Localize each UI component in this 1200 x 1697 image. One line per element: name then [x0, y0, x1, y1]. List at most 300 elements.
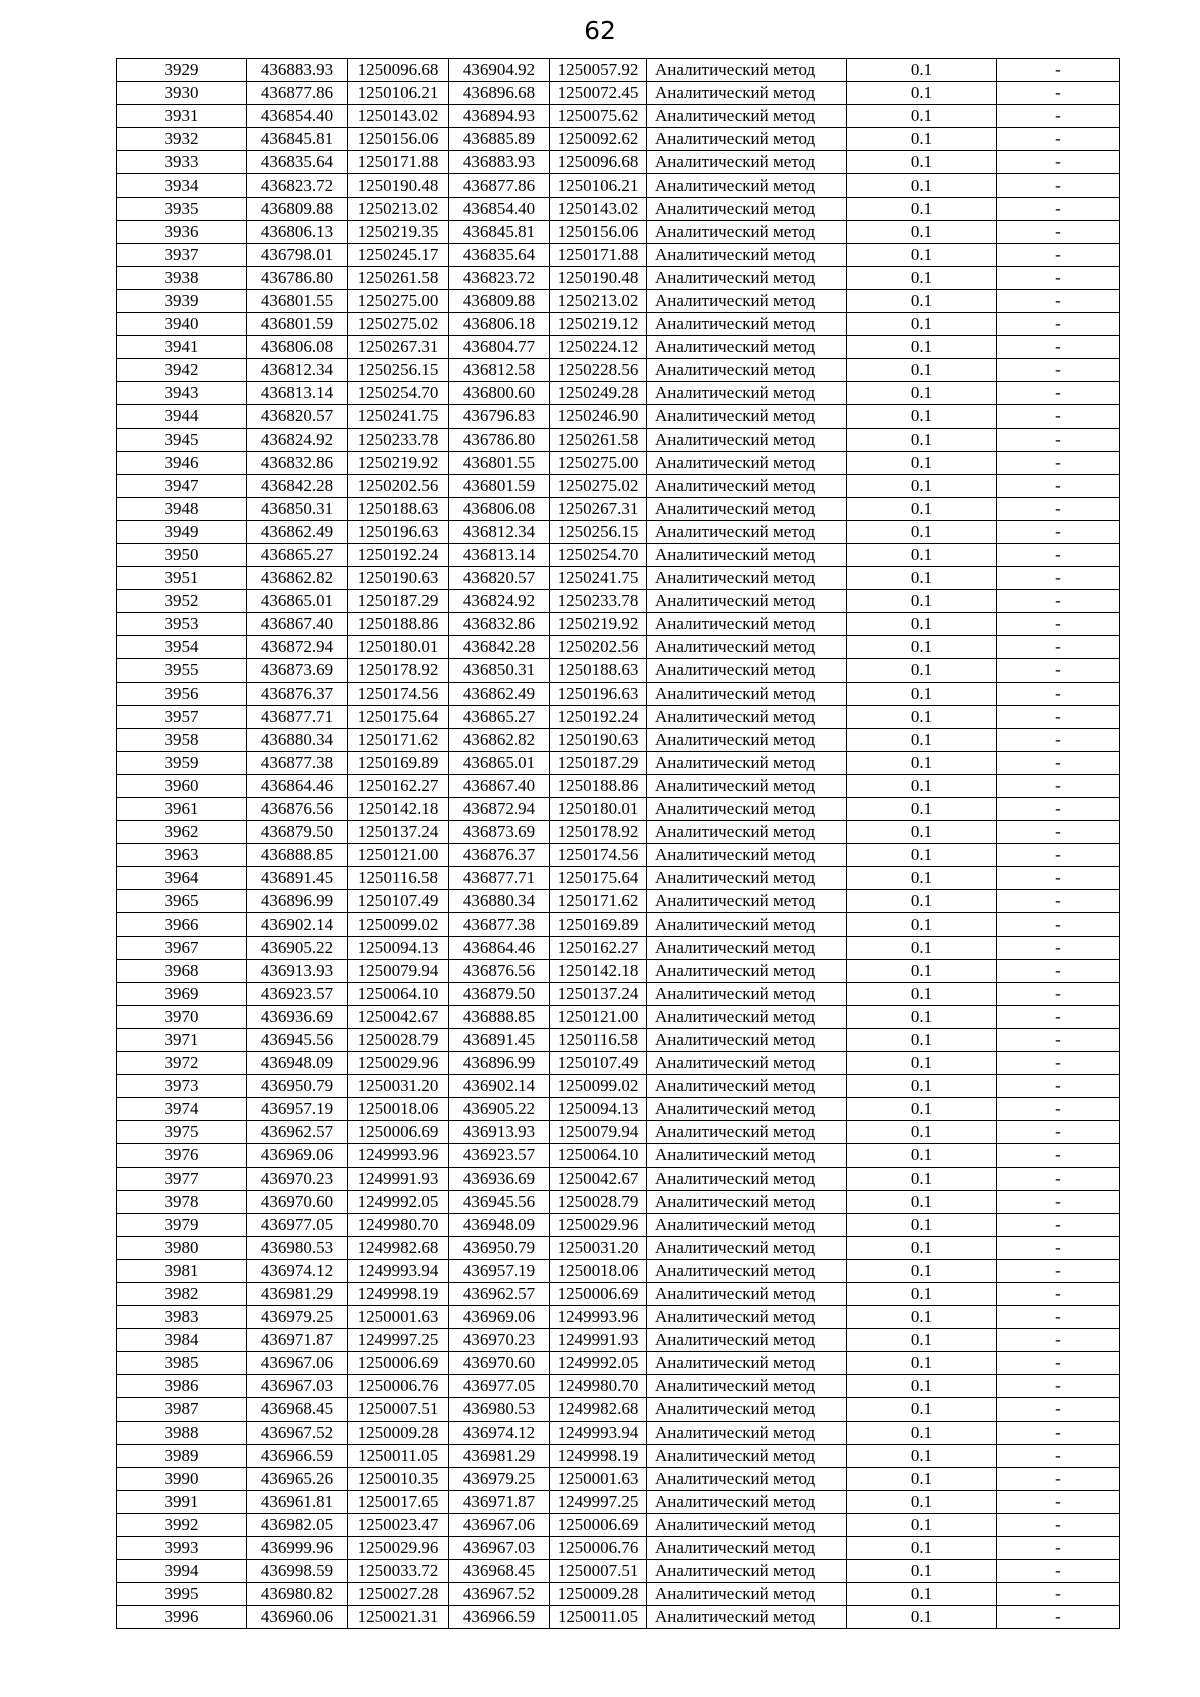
method-cell: Аналитический метод	[647, 289, 847, 312]
accuracy-cell: 0.1	[847, 105, 997, 128]
x-reference-cell: 436877.71	[449, 867, 550, 890]
point-number-cell: 3931	[117, 105, 247, 128]
point-number-cell: 3985	[117, 1352, 247, 1375]
y-coordinate-cell: 1250219.92	[348, 451, 449, 474]
y-coordinate-cell: 1250178.92	[348, 659, 449, 682]
point-number-cell: 3959	[117, 751, 247, 774]
table-row	[117, 1583, 1120, 1606]
x-coordinate-cell: 436967.52	[247, 1421, 348, 1444]
x-coordinate-cell: 436809.88	[247, 197, 348, 220]
note-cell: -	[997, 1606, 1120, 1629]
note-cell: -	[997, 1398, 1120, 1421]
accuracy-cell: 0.1	[847, 890, 997, 913]
method-cell: Аналитический метод	[647, 1167, 847, 1190]
method-cell: Аналитический метод	[647, 844, 847, 867]
accuracy-cell: 0.1	[847, 1513, 997, 1536]
y-reference-cell: 1250143.02	[550, 197, 647, 220]
note-cell: -	[997, 128, 1120, 151]
method-cell: Аналитический метод	[647, 959, 847, 982]
point-number-cell: 3975	[117, 1121, 247, 1144]
y-coordinate-cell: 1250011.05	[348, 1444, 449, 1467]
note-cell: -	[997, 936, 1120, 959]
accuracy-cell: 0.1	[847, 1329, 997, 1352]
table-row	[117, 1444, 1120, 1467]
accuracy-cell: 0.1	[847, 220, 997, 243]
note-cell: -	[997, 82, 1120, 105]
note-cell: -	[997, 890, 1120, 913]
point-number-cell: 3989	[117, 1444, 247, 1467]
note-cell: -	[997, 451, 1120, 474]
x-reference-cell: 436877.38	[449, 913, 550, 936]
x-reference-cell: 436832.86	[449, 613, 550, 636]
point-number-cell: 3990	[117, 1467, 247, 1490]
y-coordinate-cell: 1250261.58	[348, 266, 449, 289]
method-cell: Аналитический метод	[647, 382, 847, 405]
x-coordinate-cell: 436880.34	[247, 728, 348, 751]
y-coordinate-cell: 1250213.02	[348, 197, 449, 220]
note-cell: -	[997, 1005, 1120, 1028]
x-coordinate-cell: 436980.82	[247, 1583, 348, 1606]
table-row	[117, 405, 1120, 428]
x-coordinate-cell: 436867.40	[247, 613, 348, 636]
x-reference-cell: 436842.28	[449, 636, 550, 659]
table-row	[117, 728, 1120, 751]
method-cell: Аналитический метод	[647, 636, 847, 659]
point-number-cell: 3950	[117, 543, 247, 566]
method-cell: Аналитический метод	[647, 890, 847, 913]
method-cell: Аналитический метод	[647, 751, 847, 774]
accuracy-cell: 0.1	[847, 151, 997, 174]
y-reference-cell: 1249991.93	[550, 1329, 647, 1352]
x-coordinate-cell: 436902.14	[247, 913, 348, 936]
note-cell: -	[997, 982, 1120, 1005]
x-coordinate-cell: 436970.60	[247, 1190, 348, 1213]
accuracy-cell: 0.1	[847, 1213, 997, 1236]
table-row	[117, 867, 1120, 890]
y-coordinate-cell: 1249993.96	[348, 1144, 449, 1167]
x-coordinate-cell: 436877.38	[247, 751, 348, 774]
y-reference-cell: 1249982.68	[550, 1398, 647, 1421]
x-coordinate-cell: 436842.28	[247, 474, 348, 497]
y-reference-cell: 1250171.62	[550, 890, 647, 913]
x-coordinate-cell: 436962.57	[247, 1121, 348, 1144]
table-row	[117, 982, 1120, 1005]
note-cell: -	[997, 1075, 1120, 1098]
x-reference-cell: 436883.93	[449, 151, 550, 174]
table-row	[117, 1236, 1120, 1259]
x-coordinate-cell: 436865.27	[247, 543, 348, 566]
point-number-cell: 3947	[117, 474, 247, 497]
point-number-cell: 3969	[117, 982, 247, 1005]
method-cell: Аналитический метод	[647, 543, 847, 566]
note-cell: -	[997, 659, 1120, 682]
point-number-cell: 3956	[117, 682, 247, 705]
accuracy-cell: 0.1	[847, 636, 997, 659]
x-reference-cell: 436809.88	[449, 289, 550, 312]
x-reference-cell: 436894.93	[449, 105, 550, 128]
x-reference-cell: 436801.59	[449, 474, 550, 497]
x-coordinate-cell: 436891.45	[247, 867, 348, 890]
y-reference-cell: 1250137.24	[550, 982, 647, 1005]
x-reference-cell: 436957.19	[449, 1259, 550, 1282]
y-reference-cell: 1250169.89	[550, 913, 647, 936]
x-reference-cell: 436867.40	[449, 774, 550, 797]
table-row	[117, 59, 1120, 82]
y-reference-cell: 1250107.49	[550, 1052, 647, 1075]
y-coordinate-cell: 1250143.02	[348, 105, 449, 128]
x-coordinate-cell: 436974.12	[247, 1259, 348, 1282]
y-coordinate-cell: 1250156.06	[348, 128, 449, 151]
table-row	[117, 913, 1120, 936]
table-row	[117, 844, 1120, 867]
point-number-cell: 3930	[117, 82, 247, 105]
table-row	[117, 821, 1120, 844]
point-number-cell: 3987	[117, 1398, 247, 1421]
y-reference-cell: 1250162.27	[550, 936, 647, 959]
method-cell: Аналитический метод	[647, 405, 847, 428]
point-number-cell: 3958	[117, 728, 247, 751]
note-cell: -	[997, 1467, 1120, 1490]
y-coordinate-cell: 1250023.47	[348, 1513, 449, 1536]
y-reference-cell: 1250213.02	[550, 289, 647, 312]
y-reference-cell: 1250009.28	[550, 1583, 647, 1606]
x-reference-cell: 436862.49	[449, 682, 550, 705]
accuracy-cell: 0.1	[847, 1606, 997, 1629]
point-number-cell: 3977	[117, 1167, 247, 1190]
x-reference-cell: 436806.08	[449, 497, 550, 520]
accuracy-cell: 0.1	[847, 451, 997, 474]
y-coordinate-cell: 1250187.29	[348, 590, 449, 613]
x-coordinate-cell: 436862.82	[247, 567, 348, 590]
table-row	[117, 474, 1120, 497]
accuracy-cell: 0.1	[847, 197, 997, 220]
method-cell: Аналитический метод	[647, 1005, 847, 1028]
y-reference-cell: 1250106.21	[550, 174, 647, 197]
x-coordinate-cell: 436967.06	[247, 1352, 348, 1375]
accuracy-cell: 0.1	[847, 1098, 997, 1121]
accuracy-cell: 0.1	[847, 936, 997, 959]
note-cell: -	[997, 151, 1120, 174]
note-cell: -	[997, 636, 1120, 659]
note-cell: -	[997, 382, 1120, 405]
y-coordinate-cell: 1250196.63	[348, 520, 449, 543]
x-reference-cell: 436835.64	[449, 243, 550, 266]
x-reference-cell: 436904.92	[449, 59, 550, 82]
y-reference-cell: 1250180.01	[550, 798, 647, 821]
y-coordinate-cell: 1250033.72	[348, 1560, 449, 1583]
method-cell: Аналитический метод	[647, 197, 847, 220]
method-cell: Аналитический метод	[647, 313, 847, 336]
note-cell: -	[997, 1421, 1120, 1444]
x-coordinate-cell: 436957.19	[247, 1098, 348, 1121]
y-reference-cell: 1250011.05	[550, 1606, 647, 1629]
table-row	[117, 1098, 1120, 1121]
method-cell: Аналитический метод	[647, 590, 847, 613]
method-cell: Аналитический метод	[647, 1444, 847, 1467]
y-reference-cell: 1249992.05	[550, 1352, 647, 1375]
note-cell: -	[997, 590, 1120, 613]
y-coordinate-cell: 1250245.17	[348, 243, 449, 266]
y-reference-cell: 1250075.62	[550, 105, 647, 128]
method-cell: Аналитический метод	[647, 1213, 847, 1236]
y-coordinate-cell: 1250010.35	[348, 1467, 449, 1490]
x-reference-cell: 436824.92	[449, 590, 550, 613]
x-reference-cell: 436865.01	[449, 751, 550, 774]
accuracy-cell: 0.1	[847, 613, 997, 636]
y-coordinate-cell: 1250162.27	[348, 774, 449, 797]
x-reference-cell: 436945.56	[449, 1190, 550, 1213]
y-coordinate-cell: 1250137.24	[348, 821, 449, 844]
x-coordinate-cell: 436845.81	[247, 128, 348, 151]
y-reference-cell: 1250018.06	[550, 1259, 647, 1282]
table-row	[117, 243, 1120, 266]
accuracy-cell: 0.1	[847, 1352, 997, 1375]
x-reference-cell: 436980.53	[449, 1398, 550, 1421]
note-cell: -	[997, 1560, 1120, 1583]
note-cell: -	[997, 751, 1120, 774]
note-cell: -	[997, 497, 1120, 520]
method-cell: Аналитический метод	[647, 1398, 847, 1421]
table-row	[117, 1167, 1120, 1190]
method-cell: Аналитический метод	[647, 1421, 847, 1444]
y-reference-cell: 1250064.10	[550, 1144, 647, 1167]
method-cell: Аналитический метод	[647, 451, 847, 474]
note-cell: -	[997, 266, 1120, 289]
point-number-cell: 3960	[117, 774, 247, 797]
table-row	[117, 682, 1120, 705]
x-coordinate-cell: 436801.55	[247, 289, 348, 312]
note-cell: -	[997, 543, 1120, 566]
accuracy-cell: 0.1	[847, 1444, 997, 1467]
accuracy-cell: 0.1	[847, 913, 997, 936]
y-reference-cell: 1250254.70	[550, 543, 647, 566]
y-reference-cell: 1250178.92	[550, 821, 647, 844]
y-coordinate-cell: 1250027.28	[348, 1583, 449, 1606]
x-reference-cell: 436801.55	[449, 451, 550, 474]
x-reference-cell: 436979.25	[449, 1467, 550, 1490]
table-row	[117, 1375, 1120, 1398]
note-cell: -	[997, 682, 1120, 705]
accuracy-cell: 0.1	[847, 659, 997, 682]
x-coordinate-cell: 436960.06	[247, 1606, 348, 1629]
y-coordinate-cell: 1250180.01	[348, 636, 449, 659]
point-number-cell: 3988	[117, 1421, 247, 1444]
accuracy-cell: 0.1	[847, 520, 997, 543]
method-cell: Аналитический метод	[647, 774, 847, 797]
x-reference-cell: 436876.37	[449, 844, 550, 867]
x-coordinate-cell: 436806.08	[247, 336, 348, 359]
method-cell: Аналитический метод	[647, 59, 847, 82]
accuracy-cell: 0.1	[847, 728, 997, 751]
method-cell: Аналитический метод	[647, 867, 847, 890]
note-cell: -	[997, 1190, 1120, 1213]
y-coordinate-cell: 1249997.25	[348, 1329, 449, 1352]
method-cell: Аналитический метод	[647, 428, 847, 451]
y-reference-cell: 1249980.70	[550, 1375, 647, 1398]
x-coordinate-cell: 436905.22	[247, 936, 348, 959]
x-coordinate-cell: 436965.26	[247, 1467, 348, 1490]
y-reference-cell: 1250096.68	[550, 151, 647, 174]
accuracy-cell: 0.1	[847, 751, 997, 774]
method-cell: Аналитический метод	[647, 1236, 847, 1259]
method-cell: Аналитический метод	[647, 1121, 847, 1144]
point-number-cell: 3974	[117, 1098, 247, 1121]
note-cell: -	[997, 774, 1120, 797]
x-coordinate-cell: 436820.57	[247, 405, 348, 428]
x-reference-cell: 436970.60	[449, 1352, 550, 1375]
x-reference-cell: 436804.77	[449, 336, 550, 359]
y-coordinate-cell: 1250017.65	[348, 1490, 449, 1513]
x-reference-cell: 436968.45	[449, 1560, 550, 1583]
method-cell: Аналитический метод	[647, 567, 847, 590]
method-cell: Аналитический метод	[647, 1098, 847, 1121]
x-reference-cell: 436864.46	[449, 936, 550, 959]
x-reference-cell: 436905.22	[449, 1098, 550, 1121]
table-row	[117, 1398, 1120, 1421]
point-number-cell: 3973	[117, 1075, 247, 1098]
y-reference-cell: 1250006.69	[550, 1282, 647, 1305]
x-reference-cell: 436812.58	[449, 359, 550, 382]
accuracy-cell: 0.1	[847, 174, 997, 197]
y-reference-cell: 1250121.00	[550, 1005, 647, 1028]
y-reference-cell: 1250233.78	[550, 590, 647, 613]
note-cell: -	[997, 705, 1120, 728]
accuracy-cell: 0.1	[847, 1467, 997, 1490]
note-cell: -	[997, 1375, 1120, 1398]
table-row	[117, 174, 1120, 197]
note-cell: -	[997, 913, 1120, 936]
x-coordinate-cell: 436850.31	[247, 497, 348, 520]
point-number-cell: 3995	[117, 1583, 247, 1606]
x-coordinate-cell: 436896.99	[247, 890, 348, 913]
accuracy-cell: 0.1	[847, 705, 997, 728]
accuracy-cell: 0.1	[847, 128, 997, 151]
x-reference-cell: 436854.40	[449, 197, 550, 220]
accuracy-cell: 0.1	[847, 1537, 997, 1560]
y-reference-cell: 1250219.12	[550, 313, 647, 336]
method-cell: Аналитический метод	[647, 1606, 847, 1629]
accuracy-cell: 0.1	[847, 243, 997, 266]
y-coordinate-cell: 1250029.96	[348, 1537, 449, 1560]
y-reference-cell: 1250031.20	[550, 1236, 647, 1259]
y-reference-cell: 1250116.58	[550, 1028, 647, 1051]
point-number-cell: 3986	[117, 1375, 247, 1398]
note-cell: -	[997, 336, 1120, 359]
y-coordinate-cell: 1250192.24	[348, 543, 449, 566]
note-cell: -	[997, 867, 1120, 890]
note-cell: -	[997, 798, 1120, 821]
note-cell: -	[997, 1167, 1120, 1190]
x-coordinate-cell: 436948.09	[247, 1052, 348, 1075]
table-row	[117, 197, 1120, 220]
y-reference-cell: 1250174.56	[550, 844, 647, 867]
note-cell: -	[997, 243, 1120, 266]
table-row	[117, 936, 1120, 959]
x-coordinate-cell: 436980.53	[247, 1236, 348, 1259]
y-reference-cell: 1250092.62	[550, 128, 647, 151]
y-reference-cell: 1250246.90	[550, 405, 647, 428]
table-row	[117, 82, 1120, 105]
method-cell: Аналитический метод	[647, 821, 847, 844]
point-number-cell: 3964	[117, 867, 247, 890]
table-row	[117, 590, 1120, 613]
point-number-cell: 3948	[117, 497, 247, 520]
y-coordinate-cell: 1250001.63	[348, 1306, 449, 1329]
method-cell: Аналитический метод	[647, 1490, 847, 1513]
y-reference-cell: 1250190.48	[550, 266, 647, 289]
x-coordinate-cell: 436854.40	[247, 105, 348, 128]
note-cell: -	[997, 1213, 1120, 1236]
y-reference-cell: 1250256.15	[550, 520, 647, 543]
accuracy-cell: 0.1	[847, 1052, 997, 1075]
accuracy-cell: 0.1	[847, 313, 997, 336]
note-cell: -	[997, 105, 1120, 128]
y-coordinate-cell: 1250009.28	[348, 1421, 449, 1444]
y-coordinate-cell: 1250188.86	[348, 613, 449, 636]
method-cell: Аналитический метод	[647, 474, 847, 497]
y-coordinate-cell: 1250219.35	[348, 220, 449, 243]
y-coordinate-cell: 1249992.05	[348, 1190, 449, 1213]
x-reference-cell: 436970.23	[449, 1329, 550, 1352]
note-cell: -	[997, 821, 1120, 844]
x-coordinate-cell: 436888.85	[247, 844, 348, 867]
x-coordinate-cell: 436999.96	[247, 1537, 348, 1560]
y-reference-cell: 1249997.25	[550, 1490, 647, 1513]
y-reference-cell: 1249993.94	[550, 1421, 647, 1444]
note-cell: -	[997, 174, 1120, 197]
point-number-cell: 3968	[117, 959, 247, 982]
note-cell: -	[997, 1282, 1120, 1305]
y-coordinate-cell: 1250064.10	[348, 982, 449, 1005]
method-cell: Аналитический метод	[647, 151, 847, 174]
accuracy-cell: 0.1	[847, 82, 997, 105]
y-coordinate-cell: 1250042.67	[348, 1005, 449, 1028]
y-coordinate-cell: 1250275.00	[348, 289, 449, 312]
point-number-cell: 3939	[117, 289, 247, 312]
note-cell: -	[997, 220, 1120, 243]
method-cell: Аналитический метод	[647, 174, 847, 197]
note-cell: -	[997, 1098, 1120, 1121]
method-cell: Аналитический метод	[647, 936, 847, 959]
note-cell: -	[997, 728, 1120, 751]
method-cell: Аналитический метод	[647, 913, 847, 936]
x-coordinate-cell: 436832.86	[247, 451, 348, 474]
note-cell: -	[997, 1259, 1120, 1282]
note-cell: -	[997, 428, 1120, 451]
method-cell: Аналитический метод	[647, 1282, 847, 1305]
accuracy-cell: 0.1	[847, 590, 997, 613]
method-cell: Аналитический метод	[647, 1075, 847, 1098]
table-row	[117, 890, 1120, 913]
accuracy-cell: 0.1	[847, 266, 997, 289]
x-coordinate-cell: 436873.69	[247, 659, 348, 682]
x-coordinate-cell: 436813.14	[247, 382, 348, 405]
y-coordinate-cell: 1250256.15	[348, 359, 449, 382]
point-number-cell: 3933	[117, 151, 247, 174]
x-reference-cell: 436913.93	[449, 1121, 550, 1144]
point-number-cell: 3966	[117, 913, 247, 936]
x-reference-cell: 436967.06	[449, 1513, 550, 1536]
point-number-cell: 3932	[117, 128, 247, 151]
y-reference-cell: 1250094.13	[550, 1098, 647, 1121]
accuracy-cell: 0.1	[847, 1398, 997, 1421]
table-row	[117, 1490, 1120, 1513]
y-coordinate-cell: 1249980.70	[348, 1213, 449, 1236]
y-reference-cell: 1250006.69	[550, 1513, 647, 1536]
method-cell: Аналитический метод	[647, 1306, 847, 1329]
method-cell: Аналитический метод	[647, 220, 847, 243]
point-number-cell: 3940	[117, 313, 247, 336]
